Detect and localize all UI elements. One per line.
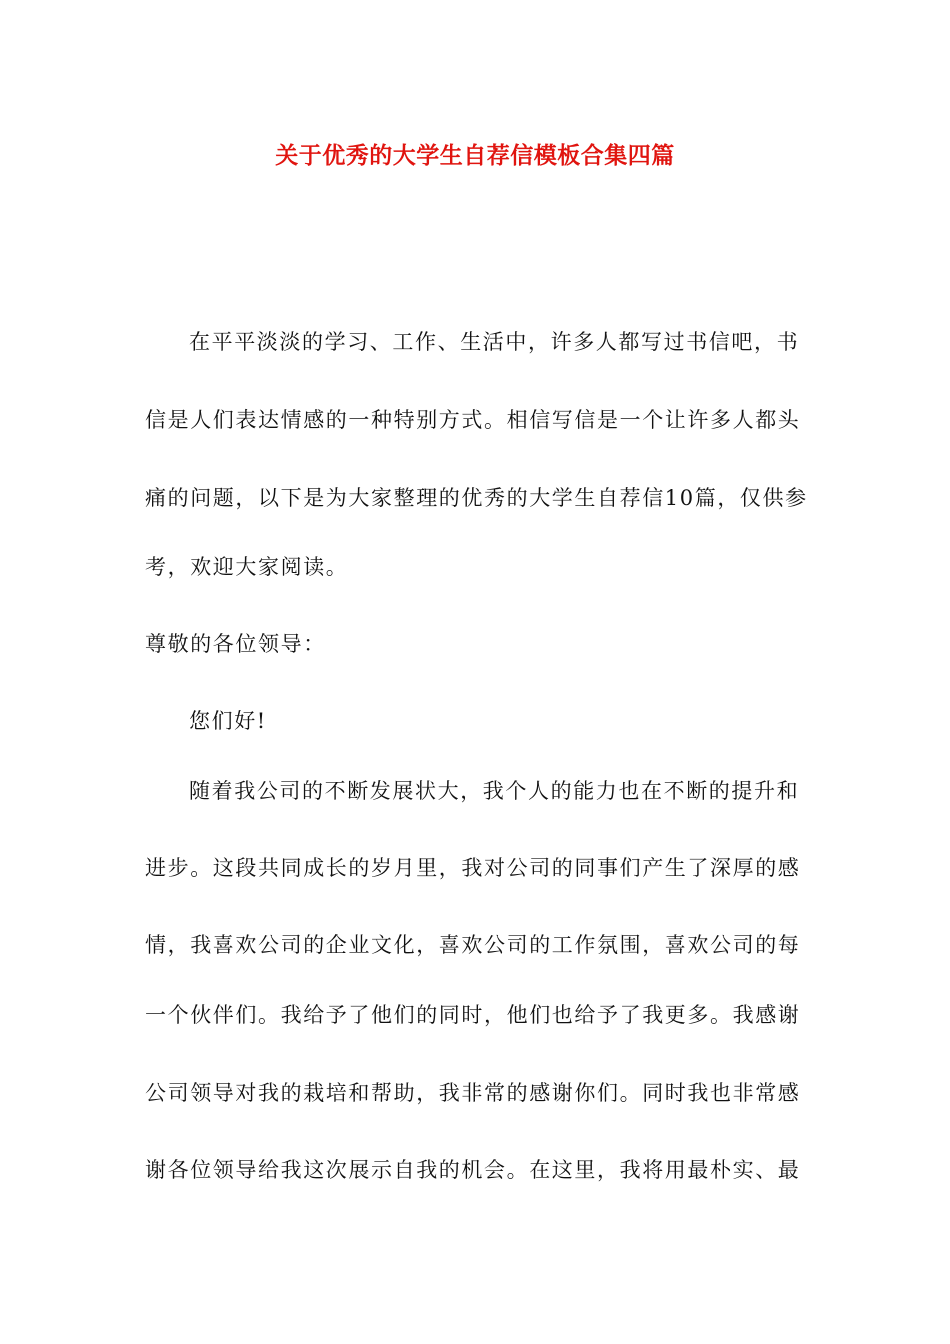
paragraph-line: 考，欢迎大家阅读。	[145, 555, 349, 579]
paragraph-line: 在平平淡淡的学习、工作、生活中，许多人都写过书信吧，书	[189, 330, 800, 354]
document-title: 关于优秀的大学生自荐信模板合集四篇	[275, 143, 675, 169]
paragraph-line: 随着我公司的不断发展状大，我个人的能力也在不断的提升和	[189, 779, 800, 803]
paragraph-line: 公司领导对我的栽培和帮助，我非常的感谢你们。同时我也非常感	[145, 1081, 801, 1105]
paragraph-line: 情，我喜欢公司的企业文化，喜欢公司的工作氛围，喜欢公司的每	[145, 933, 801, 957]
paragraph-line: 痛的问题，以下是为大家整理的优秀的大学生自荐信10篇，仅供参	[145, 486, 808, 510]
paragraph-line: 信是人们表达情感的一种特别方式。相信写信是一个让许多人都头	[145, 408, 801, 432]
paragraph-line: 进步。这段共同成长的岁月里，我对公司的同事们产生了深厚的感	[145, 856, 801, 880]
greeting: 您们好!	[189, 709, 267, 733]
paragraph-line: 谢各位领导给我这次展示自我的机会。在这里，我将用最朴实、最	[145, 1158, 801, 1182]
paragraph-line: 一个伙伴们。我给予了他们的同时，他们也给予了我更多。我感谢	[145, 1003, 801, 1027]
salutation: 尊敬的各位领导：	[145, 632, 326, 656]
